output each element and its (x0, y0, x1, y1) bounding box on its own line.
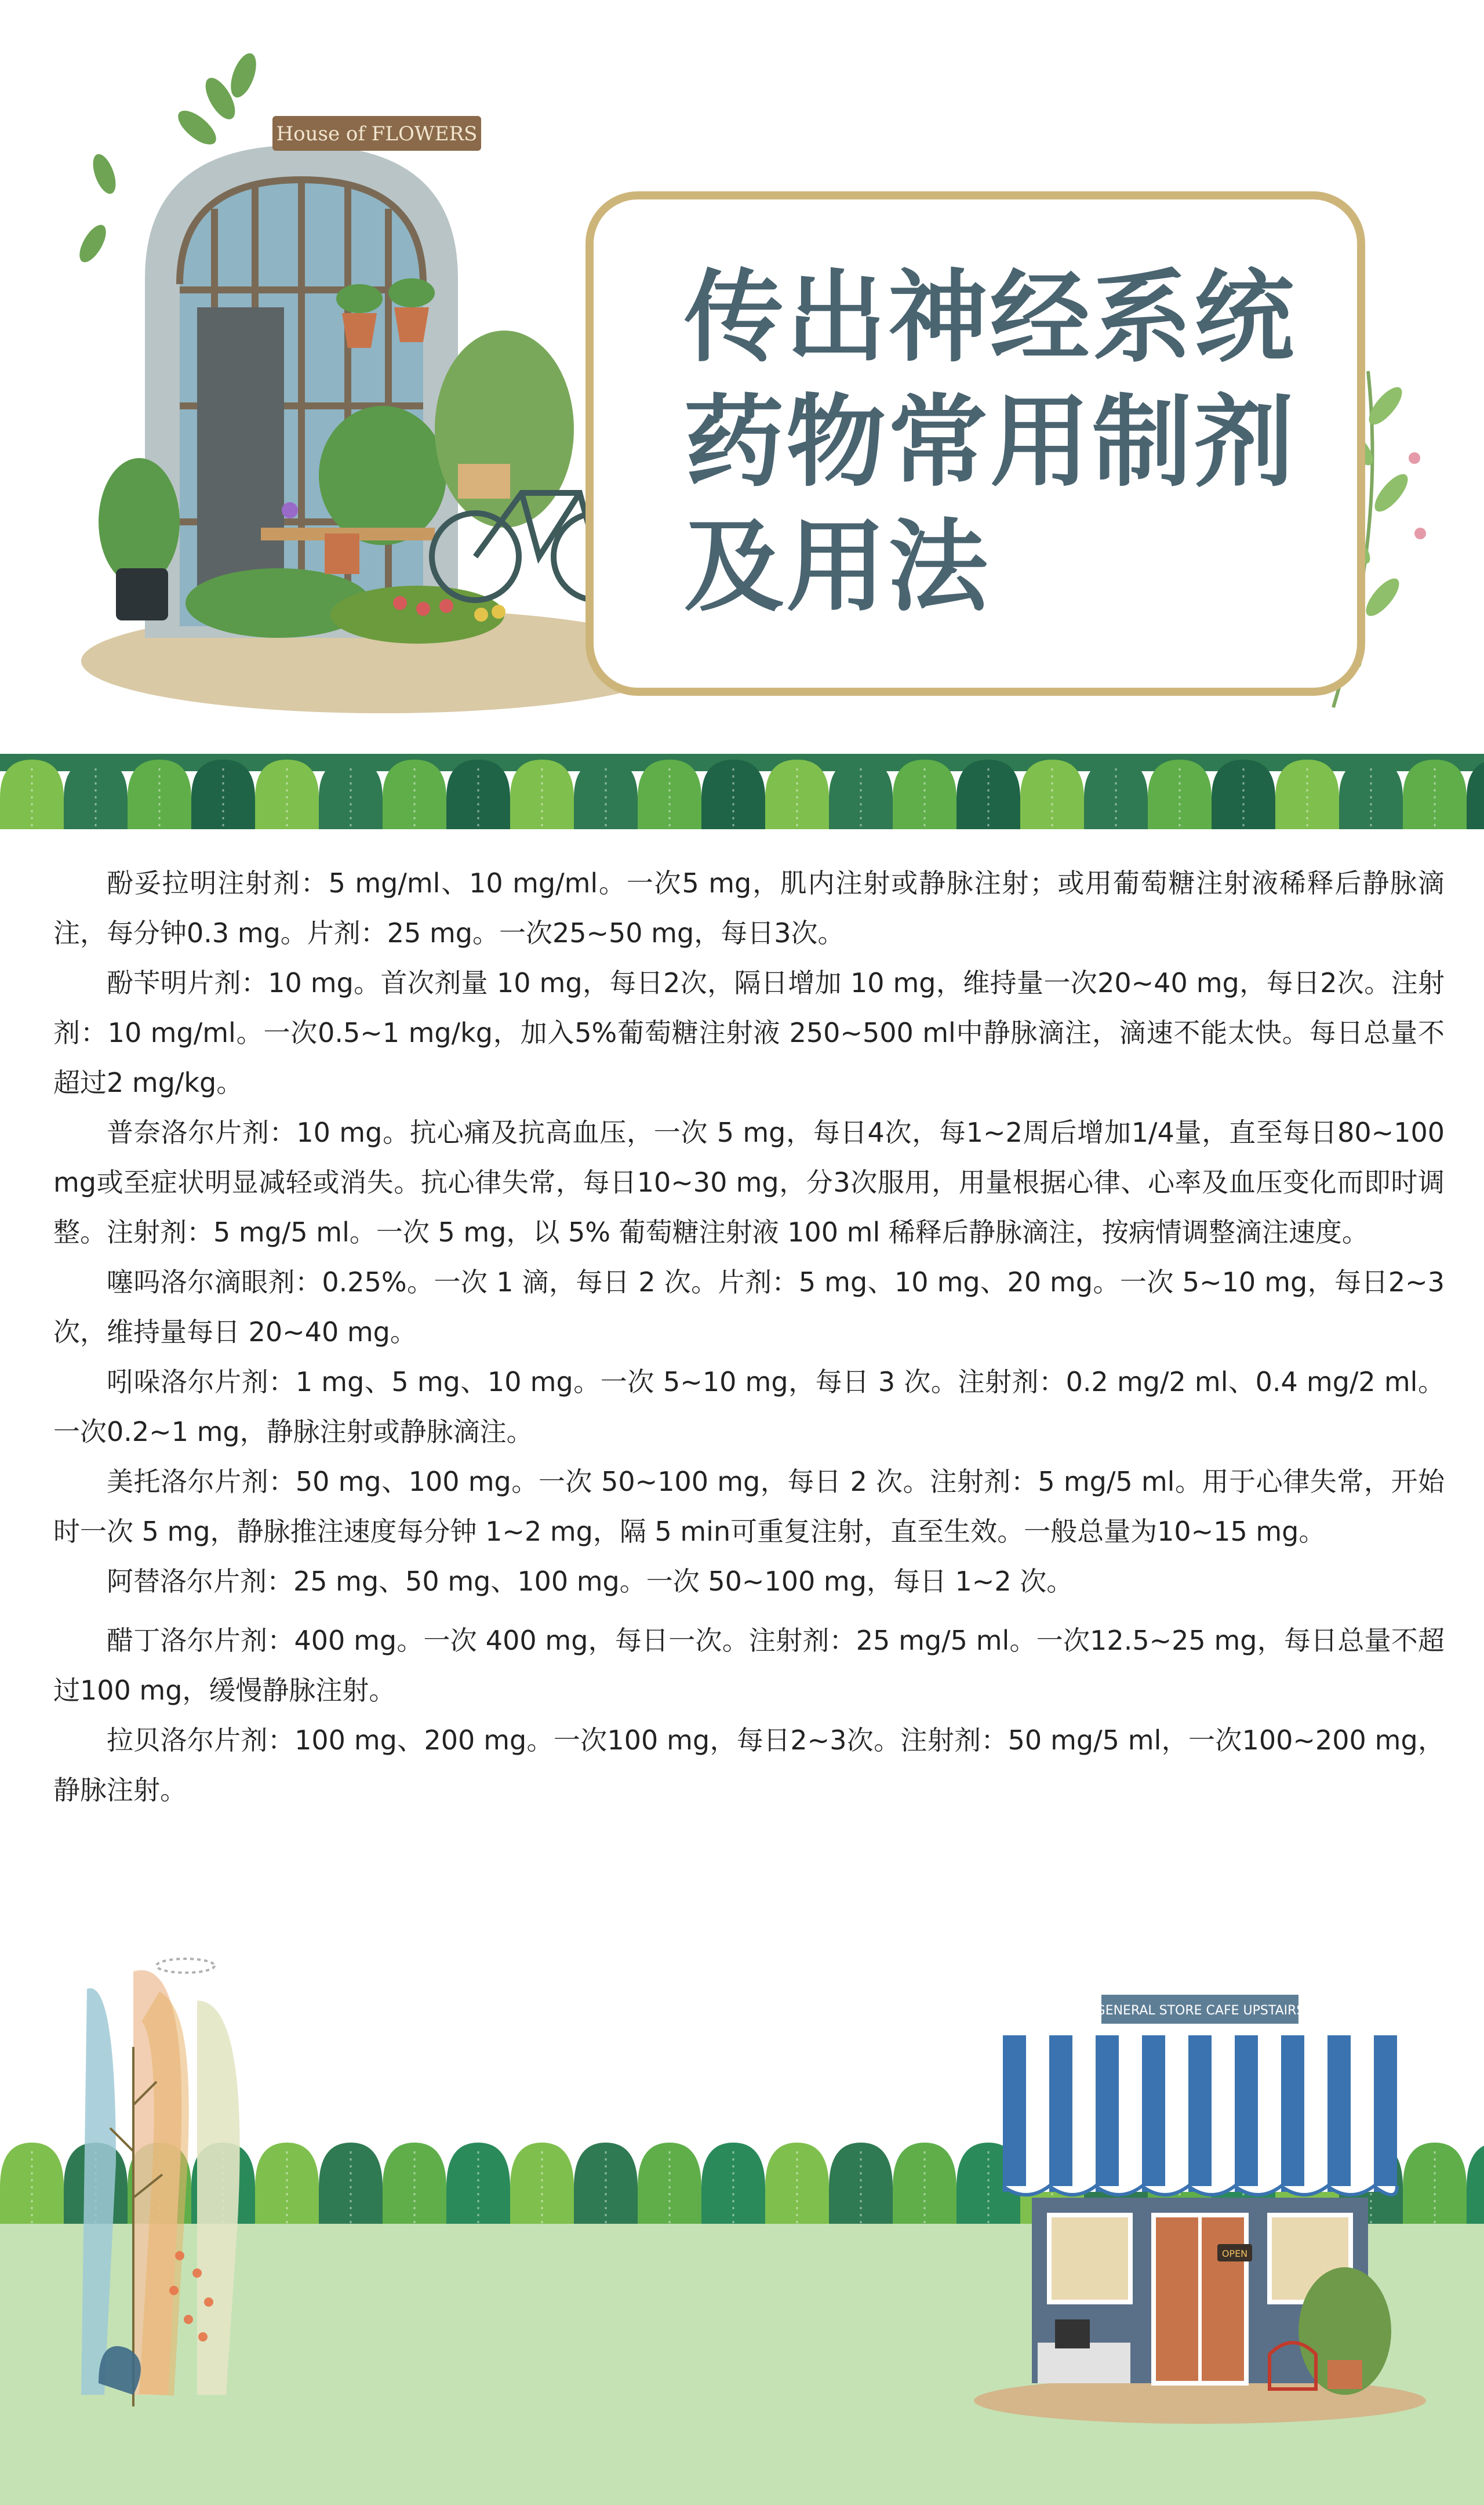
paragraph-phentolamine: 酚妥拉明注射剂：5 mg/ml、10 mg/ml。一次5 mg，肌内注射或静脉注射；或用葡萄糖注射液稀释后静脉滴注，每分钟0.3 mg。片剂：25 mg。一次25~50 mg，每日3次。 (53, 867, 1445, 949)
drug-list (53, 858, 1445, 1815)
title-line-1: 传出神经系统 (684, 259, 1296, 376)
paragraph-metoprolol: 美托洛尔片剂：50 mg、100 mg。一次 50~100 mg，每日 2 次。注射剂：5 mg/5 ml。用于心律失常，开始时一次 5 mg，静脉推注速度每分钟 1~2 mg，隔 5 min可重复注射，直至生效。一般总量为10~15 mg。 (53, 1466, 1445, 1547)
paragraph-atenolol: 阿替洛尔片剂：25 mg、50 mg、100 mg。一次 50~100 mg，每日 1~2 次。 (107, 1566, 1074, 1597)
page-title (684, 255, 1339, 629)
title-line-3: 及用法 (684, 509, 990, 625)
paragraph-propranolol: 普奈洛尔片剂：10 mg。抗心痛及抗高血压，一次 5 mg，每日4次，每1~2周后增加1/4量，直至每日80~100 mg或至症状明显减轻或消失。抗心律失常，每日10~30 mg，分3次服用，用量根据心律、心率及血压变化而即时调整。注射剂：5 mg/5 ml。一次 5 mg，以 5% 葡萄糖注射液 100 ml 稀释后静脉滴注，按病情调整滴注速度。 (53, 1117, 1445, 1248)
watercolor-trees-illustration (64, 1931, 307, 2406)
paragraph-phenoxybenzamine: 酚苄明片剂：10 mg。首次剂量 10 mg，每日2次，隔日增加 10 mg，维持量一次20~40 mg，每日2次。注射剂：10 mg/ml。一次0.5~1 mg/kg，加入5%葡萄糖注射液 250~500 ml中静脉滴注，滴速不能太快。每日总量不超过2 mg/kg。 (53, 967, 1445, 1098)
hedge-border-top (0, 754, 1484, 835)
store-sign: GENERAL STORE CAFE UPSTAIRS (1095, 2003, 1305, 2018)
paragraph-labetalol: 拉贝洛尔片剂：100 mg、200 mg。一次100 mg，每日2~3次。注射剂：50 mg/5 ml，一次100~200 mg，静脉注射。 (53, 1725, 1445, 1806)
paragraph-timolol: 噻吗洛尔滴眼剂：0.25%。一次 1 滴，每日 2 次。片剂：5 mg、10 mg、20 mg。一次 5~10 mg，每日2~3次，维持量每日 20~40 mg。 (53, 1266, 1445, 1348)
paragraph-pindolol: 吲哚洛尔片剂：1 mg、5 mg、10 mg。一次 5~10 mg，每日 3 次。注射剂：0.2 mg/2 ml、0.4 mg/2 ml。一次0.2~1 mg，静脉注射或静脉滴注。 (53, 1366, 1445, 1447)
open-sign: OPEN (1221, 2248, 1248, 2259)
title-line-2: 药物常用制剂 (684, 384, 1296, 500)
general-store-illustration (968, 1983, 1432, 2424)
greenhouse-sign: House of FLOWERS (276, 122, 478, 146)
paragraph-acebutolol: 醋丁洛尔片剂：400 mg。一次 400 mg，每日一次。注射剂：25 mg/5 ml。一次12.5~25 mg，每日总量不超过100 mg，缓慢静脉注射。 (53, 1625, 1445, 1706)
